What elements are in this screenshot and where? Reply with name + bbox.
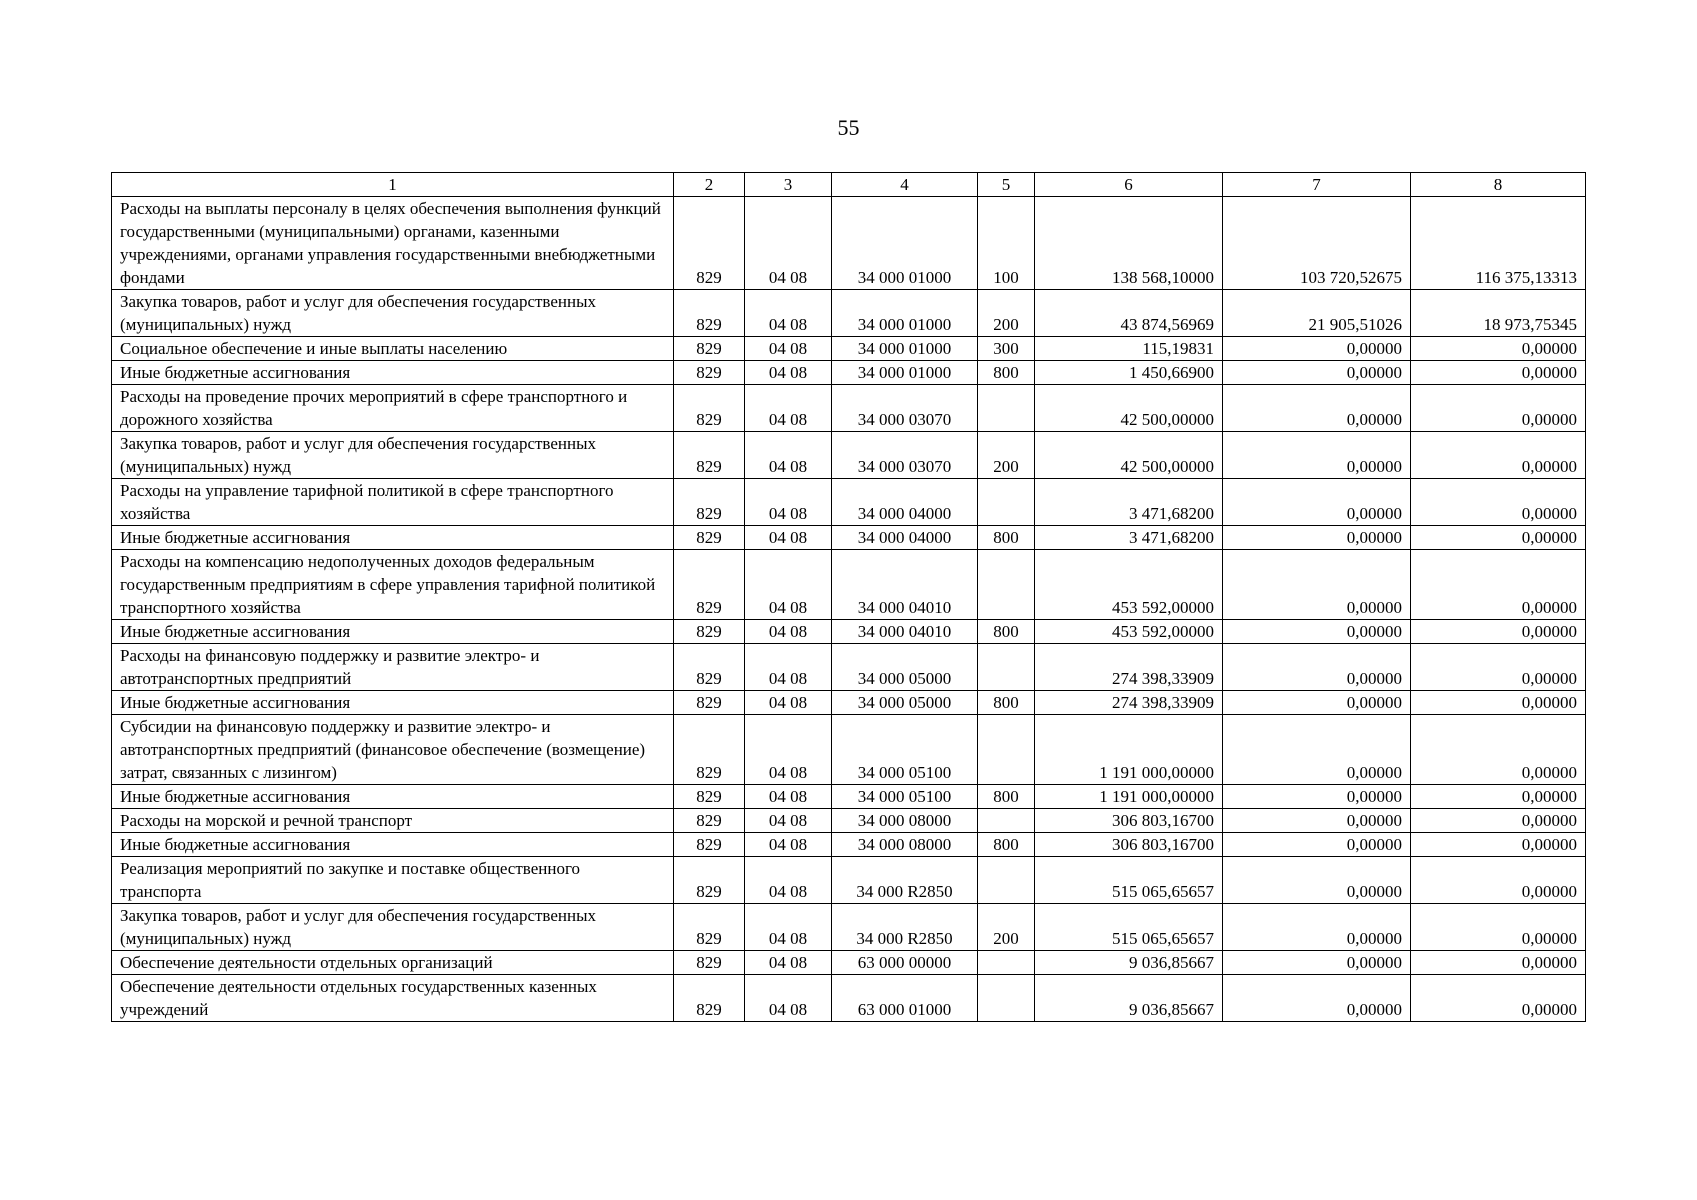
table-row	[112, 361, 1586, 385]
ministry-code: 829	[674, 385, 745, 432]
expense-type-code: 100	[978, 197, 1035, 290]
section-code: 04 08	[745, 857, 832, 904]
expense-name: Обеспечение деятельности отдельных организаций	[112, 951, 674, 975]
expense-name: Субсидии на финансовую поддержку и развитие электро- и автотранспортных предприятий (финансовое обеспечение (возмещение) затрат, связанных с лизингом)	[112, 715, 674, 785]
table-row	[112, 644, 1586, 691]
table-row	[112, 691, 1586, 715]
expense-type-code: 800	[978, 691, 1035, 715]
column-header-7: 7	[1223, 173, 1411, 197]
amount-col-8: 0,00000	[1411, 432, 1586, 479]
amount-col-7: 0,00000	[1223, 526, 1411, 550]
ministry-code: 829	[674, 951, 745, 975]
amount-col-6: 1 191 000,00000	[1035, 715, 1223, 785]
target-article-code: 34 000 08000	[832, 809, 978, 833]
target-article-code: 63 000 01000	[832, 975, 978, 1022]
ministry-code: 829	[674, 809, 745, 833]
target-article-code: 34 000 01000	[832, 197, 978, 290]
section-code: 04 08	[745, 691, 832, 715]
table-row	[112, 833, 1586, 857]
amount-col-7: 103 720,52675	[1223, 197, 1411, 290]
expense-type-code: 800	[978, 361, 1035, 385]
ministry-code: 829	[674, 785, 745, 809]
amount-col-6: 515 065,65657	[1035, 857, 1223, 904]
amount-col-8: 0,00000	[1411, 526, 1586, 550]
amount-col-7: 0,00000	[1223, 385, 1411, 432]
table-row	[112, 526, 1586, 550]
target-article-code: 34 000 01000	[832, 290, 978, 337]
target-article-code: 34 000 05000	[832, 644, 978, 691]
ministry-code: 829	[674, 361, 745, 385]
section-code: 04 08	[745, 337, 832, 361]
amount-col-6: 138 568,10000	[1035, 197, 1223, 290]
amount-col-7: 0,00000	[1223, 857, 1411, 904]
table-row	[112, 290, 1586, 337]
table-row	[112, 715, 1586, 785]
expense-name: Социальное обеспечение и иные выплаты населению	[112, 337, 674, 361]
section-code: 04 08	[745, 785, 832, 809]
target-article-code: 34 000 01000	[832, 361, 978, 385]
column-number-row	[112, 173, 1586, 197]
column-header-1: 1	[112, 173, 674, 197]
table-body	[112, 197, 1586, 1022]
column-header-8: 8	[1411, 173, 1586, 197]
expense-type-code: 800	[978, 526, 1035, 550]
expense-type-code: 800	[978, 785, 1035, 809]
amount-col-7: 0,00000	[1223, 833, 1411, 857]
expense-name: Иные бюджетные ассигнования	[112, 620, 674, 644]
amount-col-6: 3 471,68200	[1035, 526, 1223, 550]
amount-col-6: 515 065,65657	[1035, 904, 1223, 951]
amount-col-8: 0,00000	[1411, 691, 1586, 715]
amount-col-7: 0,00000	[1223, 715, 1411, 785]
section-code: 04 08	[745, 620, 832, 644]
expense-name: Расходы на морской и речной транспорт	[112, 809, 674, 833]
table-row	[112, 197, 1586, 290]
amount-col-6: 42 500,00000	[1035, 385, 1223, 432]
section-code: 04 08	[745, 385, 832, 432]
expense-name: Иные бюджетные ассигнования	[112, 361, 674, 385]
amount-col-7: 0,00000	[1223, 432, 1411, 479]
amount-col-8: 0,00000	[1411, 337, 1586, 361]
target-article-code: 34 000 03070	[832, 385, 978, 432]
ministry-code: 829	[674, 975, 745, 1022]
section-code: 04 08	[745, 644, 832, 691]
ministry-code: 829	[674, 197, 745, 290]
amount-col-6: 3 471,68200	[1035, 479, 1223, 526]
target-article-code: 34 000 01000	[832, 337, 978, 361]
amount-col-8: 18 973,75345	[1411, 290, 1586, 337]
amount-col-6: 306 803,16700	[1035, 833, 1223, 857]
expense-name: Расходы на финансовую поддержку и развитие электро- и автотранспортных предприятий	[112, 644, 674, 691]
budget-table	[111, 172, 1586, 1022]
table-row	[112, 385, 1586, 432]
amount-col-8: 0,00000	[1411, 620, 1586, 644]
amount-col-8: 0,00000	[1411, 550, 1586, 620]
amount-col-6: 9 036,85667	[1035, 975, 1223, 1022]
amount-col-7: 0,00000	[1223, 785, 1411, 809]
ministry-code: 829	[674, 644, 745, 691]
ministry-code: 829	[674, 479, 745, 526]
column-header-5: 5	[978, 173, 1035, 197]
table-row	[112, 975, 1586, 1022]
table-row	[112, 785, 1586, 809]
expense-name: Иные бюджетные ассигнования	[112, 691, 674, 715]
column-header-3: 3	[745, 173, 832, 197]
section-code: 04 08	[745, 197, 832, 290]
expense-type-code	[978, 550, 1035, 620]
expense-type-code	[978, 809, 1035, 833]
amount-col-6: 306 803,16700	[1035, 809, 1223, 833]
ministry-code: 829	[674, 432, 745, 479]
target-article-code: 34 000 R2850	[832, 857, 978, 904]
amount-col-6: 9 036,85667	[1035, 951, 1223, 975]
ministry-code: 829	[674, 833, 745, 857]
target-article-code: 34 000 05000	[832, 691, 978, 715]
target-article-code: 34 000 03070	[832, 432, 978, 479]
table-row	[112, 432, 1586, 479]
amount-col-8: 0,00000	[1411, 479, 1586, 526]
section-code: 04 08	[745, 361, 832, 385]
column-header-4: 4	[832, 173, 978, 197]
expense-name: Закупка товаров, работ и услуг для обеспечения государственных (муниципальных) нужд	[112, 432, 674, 479]
amount-col-8: 0,00000	[1411, 904, 1586, 951]
amount-col-7: 0,00000	[1223, 904, 1411, 951]
amount-col-7: 0,00000	[1223, 550, 1411, 620]
expense-type-code: 200	[978, 290, 1035, 337]
page-number: 55	[837, 115, 860, 140]
amount-col-6: 274 398,33909	[1035, 644, 1223, 691]
ministry-code: 829	[674, 691, 745, 715]
amount-col-6: 274 398,33909	[1035, 691, 1223, 715]
table-row	[112, 904, 1586, 951]
amount-col-7: 0,00000	[1223, 620, 1411, 644]
expense-name: Реализация мероприятий по закупке и поставке общественного транспорта	[112, 857, 674, 904]
ministry-code: 829	[674, 550, 745, 620]
table-row	[112, 550, 1586, 620]
expense-type-code	[978, 951, 1035, 975]
ministry-code: 829	[674, 526, 745, 550]
amount-col-8: 0,00000	[1411, 951, 1586, 975]
section-code: 04 08	[745, 290, 832, 337]
amount-col-7: 0,00000	[1223, 337, 1411, 361]
ministry-code: 829	[674, 337, 745, 361]
amount-col-8: 0,00000	[1411, 715, 1586, 785]
amount-col-6: 453 592,00000	[1035, 620, 1223, 644]
expense-name: Закупка товаров, работ и услуг для обеспечения государственных (муниципальных) нужд	[112, 290, 674, 337]
amount-col-6: 43 874,56969	[1035, 290, 1223, 337]
amount-col-6: 1 191 000,00000	[1035, 785, 1223, 809]
expense-type-code: 800	[978, 833, 1035, 857]
amount-col-8: 0,00000	[1411, 785, 1586, 809]
expense-name: Обеспечение деятельности отдельных государственных казенных учреждений	[112, 975, 674, 1022]
section-code: 04 08	[745, 975, 832, 1022]
table-row	[112, 951, 1586, 975]
amount-col-6: 42 500,00000	[1035, 432, 1223, 479]
amount-col-8: 0,00000	[1411, 361, 1586, 385]
expense-name: Иные бюджетные ассигнования	[112, 526, 674, 550]
target-article-code: 34 000 04000	[832, 526, 978, 550]
expense-name: Закупка товаров, работ и услуг для обеспечения государственных (муниципальных) нужд	[112, 904, 674, 951]
section-code: 04 08	[745, 809, 832, 833]
section-code: 04 08	[745, 833, 832, 857]
column-header-2: 2	[674, 173, 745, 197]
amount-col-8: 0,00000	[1411, 644, 1586, 691]
target-article-code: 34 000 R2850	[832, 904, 978, 951]
amount-col-6: 1 450,66900	[1035, 361, 1223, 385]
target-article-code: 34 000 04010	[832, 550, 978, 620]
amount-col-7: 0,00000	[1223, 951, 1411, 975]
target-article-code: 34 000 04010	[832, 620, 978, 644]
section-code: 04 08	[745, 432, 832, 479]
expense-type-code: 200	[978, 432, 1035, 479]
section-code: 04 08	[745, 951, 832, 975]
target-article-code: 63 000 00000	[832, 951, 978, 975]
target-article-code: 34 000 04000	[832, 479, 978, 526]
amount-col-7: 21 905,51026	[1223, 290, 1411, 337]
amount-col-7: 0,00000	[1223, 361, 1411, 385]
amount-col-8: 116 375,13313	[1411, 197, 1586, 290]
column-header-6: 6	[1035, 173, 1223, 197]
amount-col-8: 0,00000	[1411, 385, 1586, 432]
expense-type-code	[978, 385, 1035, 432]
target-article-code: 34 000 08000	[832, 833, 978, 857]
amount-col-8: 0,00000	[1411, 833, 1586, 857]
ministry-code: 829	[674, 857, 745, 904]
expense-type-code	[978, 975, 1035, 1022]
section-code: 04 08	[745, 715, 832, 785]
target-article-code: 34 000 05100	[832, 785, 978, 809]
expense-name: Расходы на проведение прочих мероприятий в сфере транспортного и дорожного хозяйства	[112, 385, 674, 432]
expense-type-code: 800	[978, 620, 1035, 644]
expense-type-code	[978, 857, 1035, 904]
expense-name: Расходы на компенсацию недополученных доходов федеральным государственным предприятиям в сфере управления тарифной политикой транспортного хозяйства	[112, 550, 674, 620]
amount-col-7: 0,00000	[1223, 479, 1411, 526]
expense-type-code: 300	[978, 337, 1035, 361]
section-code: 04 08	[745, 479, 832, 526]
expense-type-code: 200	[978, 904, 1035, 951]
expense-name: Иные бюджетные ассигнования	[112, 785, 674, 809]
table-row	[112, 479, 1586, 526]
expense-name: Расходы на выплаты персоналу в целях обеспечения выполнения функций государственными (муниципальными) органами, казенными учреждениями, органами управления государственными внебюджетными фондами	[112, 197, 674, 290]
amount-col-8: 0,00000	[1411, 857, 1586, 904]
ministry-code: 829	[674, 904, 745, 951]
ministry-code: 829	[674, 715, 745, 785]
ministry-code: 829	[674, 620, 745, 644]
amount-col-8: 0,00000	[1411, 975, 1586, 1022]
table-row	[112, 857, 1586, 904]
amount-col-7: 0,00000	[1223, 644, 1411, 691]
amount-col-7: 0,00000	[1223, 691, 1411, 715]
table-row	[112, 337, 1586, 361]
table-row	[112, 620, 1586, 644]
table-row	[112, 809, 1586, 833]
section-code: 04 08	[745, 904, 832, 951]
expense-type-code	[978, 479, 1035, 526]
section-code: 04 08	[745, 526, 832, 550]
amount-col-6: 453 592,00000	[1035, 550, 1223, 620]
expense-name: Расходы на управление тарифной политикой в сфере транспортного хозяйства	[112, 479, 674, 526]
section-code: 04 08	[745, 550, 832, 620]
amount-col-6: 115,19831	[1035, 337, 1223, 361]
amount-col-7: 0,00000	[1223, 975, 1411, 1022]
amount-col-7: 0,00000	[1223, 809, 1411, 833]
amount-col-8: 0,00000	[1411, 809, 1586, 833]
target-article-code: 34 000 05100	[832, 715, 978, 785]
expense-type-code	[978, 644, 1035, 691]
ministry-code: 829	[674, 290, 745, 337]
expense-name: Иные бюджетные ассигнования	[112, 833, 674, 857]
expense-type-code	[978, 715, 1035, 785]
